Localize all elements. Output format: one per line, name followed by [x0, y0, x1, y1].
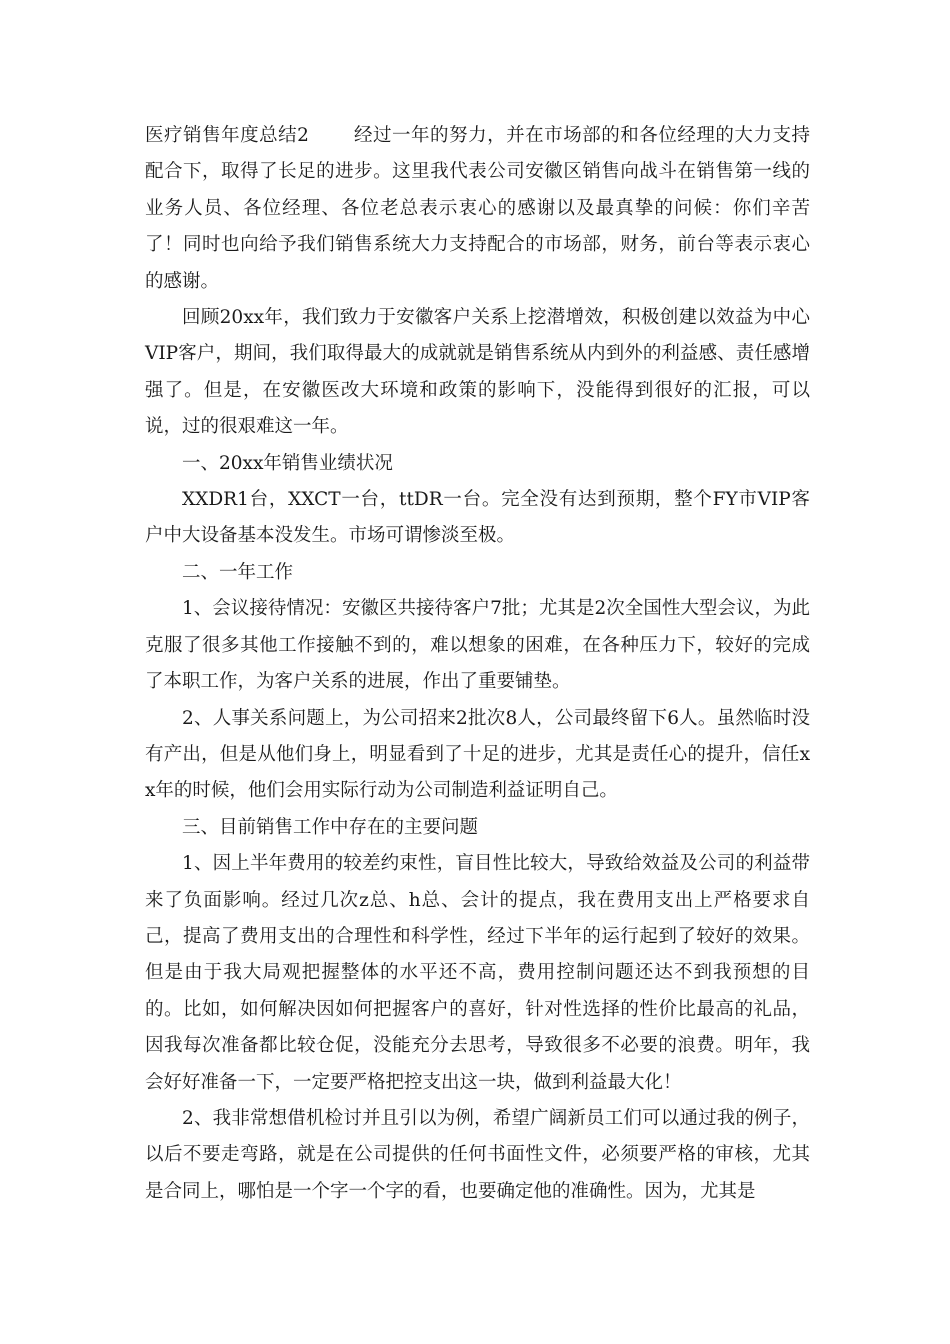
paragraph-sales-performance: XXDR1台，XXCT一台，ttDR一台。完全没有达到预期，整个FY市VIP客户中大设备基本没发生。市场可谓惨淡至极。 — [145, 489, 810, 547]
heading-sales-performance: 一、20xx年销售业绩状况 — [182, 452, 393, 474]
paragraph-review: 回顾20xx年，我们致力于安徽客户关系上挖潜增效，积极创建以效益为中心VIP客户，期间，我们取得最大的成就就是销售系统从内到外的利益感、责任感增强了。但是，在安徽医改大环境和政策的影响下，没能得到很好的汇报，可以说，过的很艰难这一年。 — [145, 307, 810, 438]
paragraph-expense-problem: 1、因上半年费用的较差约束性，盲目性比较大，导致给效益及公司的利益带来了负面影响。经过几次z总、h总、会计的提点，我在费用支出上严格要求自己，提高了费用支出的合理性和科学性，经过下半年的运行起到了较好的效果。但是由于我大局观把握整体的水平还不高，费用控制问题还达不到我预想的目的。比如，如何解决因如何把握客户的喜好，针对性选择的性价比最高的礼品，因我每次准备都比较仓促，没能充分去思考，导致很多不必要的浪费。明年，我会好好准备一下，一定要严格把控支出这一块，做到利益最大化！ — [145, 853, 810, 1093]
document-body — [145, 118, 810, 1210]
paragraph-personnel: 2、人事关系问题上，为公司招来2批次8人，公司最终留下6人。虽然临时没有产出，但是从他们身上，明显看到了十足的进步，尤其是责任心的提升，信任xx年的时候，他们会用实际行动为公司制造利益证明自己。 — [145, 707, 810, 802]
opening-paragraph — [145, 118, 810, 300]
document-title: 医疗销售年度总结2 — [145, 125, 309, 146]
intro-text: 经过一年的努力，并在市场部的和各位经理的大力支持配合下，取得了长足的进步。这里我代表公司安徽区销售向战斗在销售第一线的业务人员、各位经理、各位老总表示衷心的感谢以及最真挚的问候：你们辛苦了！同时也向给予我们销售系统大力支持配合的市场部，财务，前台等表示衷心的感谢。 — [145, 125, 810, 292]
heading-year-work: 二、一年工作 — [182, 561, 294, 583]
paragraph-contract-review: 2、我非常想借机检讨并且引以为例，希望广阔新员工们可以通过我的例子，以后不要走弯路，就是在公司提供的任何书面性文件，必须要严格的审核，尤其是合同上，哪怕是一个字一个字的看，也要确定他的准确性。因为，尤其是 — [145, 1107, 810, 1202]
title-spacer — [309, 125, 354, 146]
heading-main-problems: 三、目前销售工作中存在的主要问题 — [182, 816, 479, 838]
paragraph-meeting-reception: 1、会议接待情况：安徽区共接待客户7批；尤其是2次全国性大型会议，为此克服了很多其他工作接触不到的，难以想象的困难，在各种压力下，较好的完成了本职工作，为客户关系的进展，作出了重要铺垫。 — [145, 598, 810, 693]
